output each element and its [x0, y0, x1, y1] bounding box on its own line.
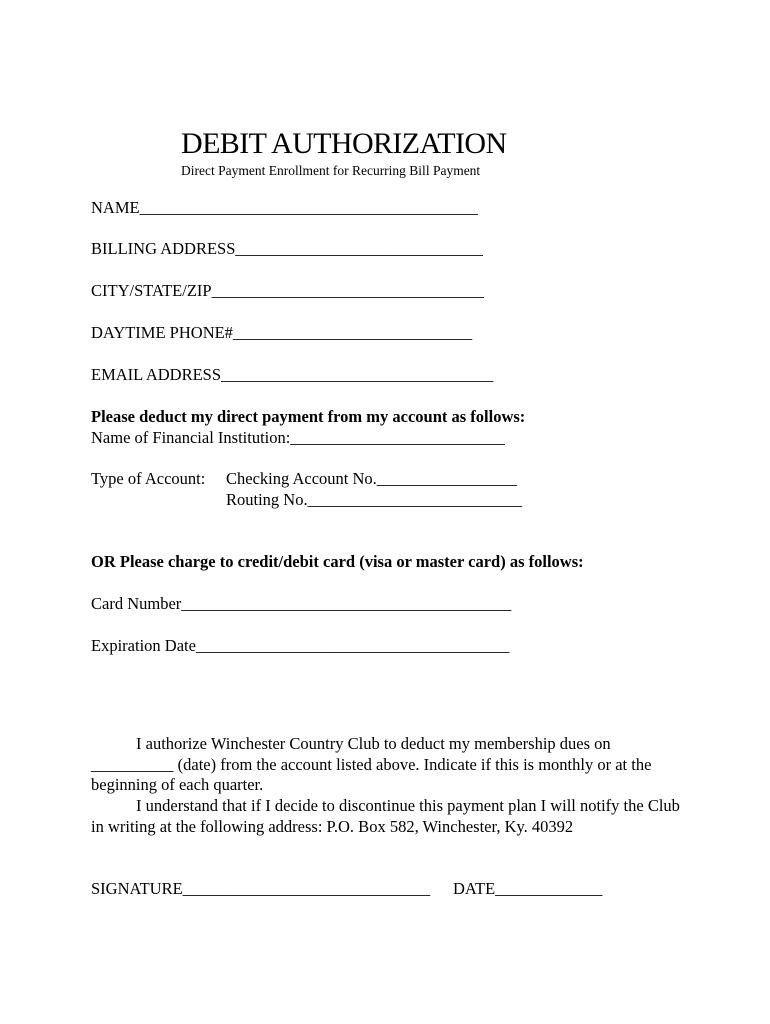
name-field[interactable]: NAME_________________________________________ — [91, 198, 478, 217]
financial-institution-field[interactable]: Name of Financial Institution:__________________________ — [91, 428, 505, 447]
routing-number-field[interactable]: Routing No.__________________________ — [226, 490, 523, 509]
billing-address-field[interactable]: BILLING ADDRESS______________________________ — [91, 239, 483, 258]
document-subtitle: Direct Payment Enrollment for Recurring Bill Payment — [181, 163, 481, 178]
account-type-label: Type of Account: — [91, 469, 206, 488]
city-state-zip-field[interactable]: CITY/STATE/ZIP_________________________________ — [91, 281, 484, 300]
card-number-field[interactable]: Card Number________________________________________ — [91, 594, 512, 613]
document-title: DEBIT AUTHORIZATION — [181, 127, 507, 160]
authorization-paragraph: I authorize Winchester Country Club to deduct my membership dues on __________ (date) from the account listed above. Indicate if this is monthly or at the beginning of each quarter. — [91, 734, 652, 794]
expiration-date-field[interactable]: Expiration Date______________________________________ — [91, 636, 510, 655]
daytime-phone-field[interactable]: DAYTIME PHONE#_____________________________ — [91, 323, 473, 342]
email-address-field[interactable]: EMAIL ADDRESS_________________________________ — [91, 365, 494, 384]
date-field[interactable]: DATE_____________ — [453, 879, 603, 898]
card-section-heading: OR Please charge to credit/debit card (visa or master card) as follows: — [91, 552, 584, 571]
checking-account-field[interactable]: Checking Account No._________________ — [226, 469, 518, 488]
signature-field[interactable]: SIGNATURE______________________________ — [91, 879, 431, 898]
bank-section-heading: Please deduct my direct payment from my account as follows: — [91, 407, 526, 426]
discontinue-paragraph: I understand that if I decide to discontinue this payment plan I will notify the Club in writing at the following address: P.O. Box 582, Winchester, Ky. 40392 — [91, 796, 680, 836]
